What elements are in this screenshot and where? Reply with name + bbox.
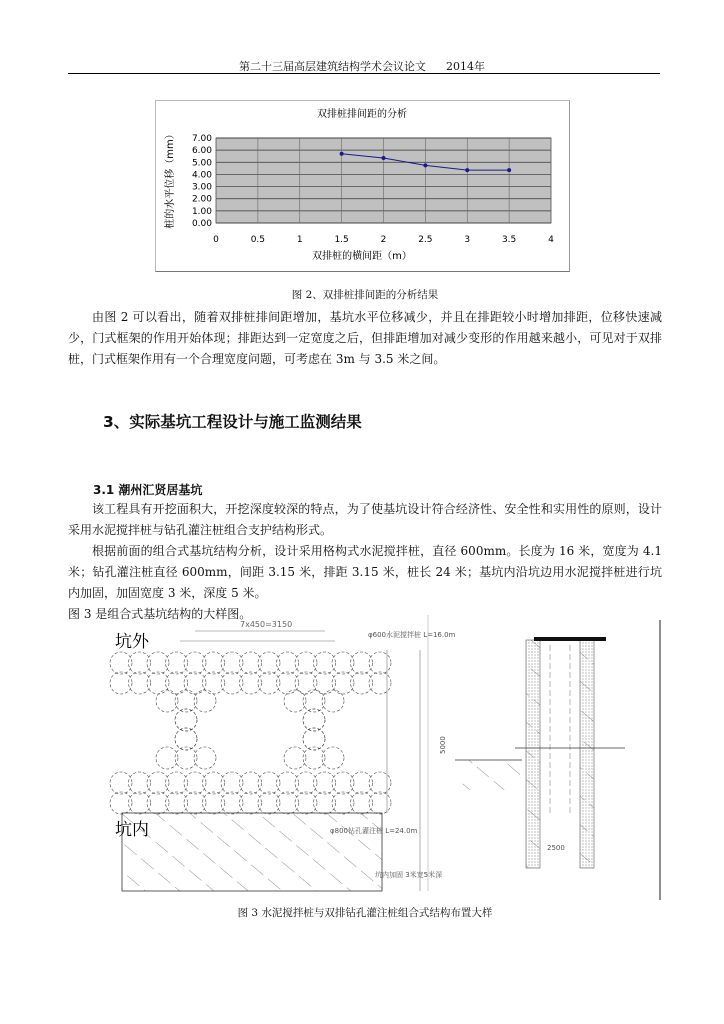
- x-tick-label: 2.5: [418, 235, 433, 245]
- data-point: [465, 168, 469, 172]
- chart-title: 双排桩排间距的分析: [317, 109, 407, 120]
- mixing-pile-circle: [156, 690, 178, 712]
- mixing-pile-circle: [110, 772, 132, 794]
- figure-3-caption: 图 3 水泥搅拌桩与双排钻孔灌注桩组合式结构布置大样: [237, 907, 493, 919]
- mixing-pile-circle: [284, 747, 306, 769]
- dim-side: 5000: [439, 736, 447, 754]
- y-tick-label: 6.00: [191, 146, 212, 157]
- mixing-pile-circle: [284, 690, 306, 712]
- x-tick-label: 3.5: [501, 235, 517, 245]
- chart-figure-2: [155, 100, 570, 272]
- mixing-pile-circle: [110, 652, 132, 674]
- outside-label: 坑外: [115, 632, 149, 652]
- inside-label: 坑内: [115, 820, 149, 840]
- y-tick-label: 7.00: [191, 134, 212, 144]
- subsection-heading-3-1: 3.1 潮州汇贤居基坑: [93, 483, 203, 497]
- mixing-pile-circle: [156, 747, 178, 769]
- note-mixing-pile: φ600水泥搅拌桩 L=16.0m: [368, 631, 456, 639]
- dim-width: 2500: [547, 844, 565, 852]
- data-point: [423, 163, 427, 167]
- header-year: 2014年: [446, 60, 485, 73]
- chart-ylabel: 桩的水平位移（mm）: [165, 129, 176, 229]
- data-point: [382, 156, 386, 160]
- paragraph-project: 该工程具有开挖面积大，开挖深度较深的特点，为了使基坑设计符合经济性、安全性和实用性的原则，设计采用水泥搅拌桩与钻孔灌注桩组合支护结构形式。: [68, 502, 662, 537]
- header-title: 第二十三届高层建筑结构学术会议论文: [239, 60, 426, 73]
- x-tick-label: 3: [464, 235, 471, 245]
- mixing-pile-circle: [295, 652, 317, 674]
- x-tick-label: 4: [548, 235, 554, 245]
- note-bored-pile: φ800钻孔灌注桩 L=24.0m: [330, 827, 418, 835]
- paragraph-figure-ref: 图 3 是组合式基坑结构的大样图。: [68, 607, 252, 621]
- dim-top: 7x450=3150: [240, 620, 293, 629]
- x-tick-label: 0: [213, 235, 219, 245]
- mixing-pile-circle: [110, 672, 132, 694]
- mixing-pile-circle: [332, 652, 354, 674]
- y-tick-label: 5.00: [191, 158, 212, 169]
- x-tick-label: 2: [380, 235, 387, 245]
- mixing-pile-grid: [110, 652, 391, 814]
- mixing-pile-circle: [194, 747, 216, 769]
- x-tick-label: 0.5: [250, 235, 266, 245]
- running-header: [0, 58, 724, 74]
- y-tick-label: 3.00: [191, 182, 212, 193]
- y-tick-label: 0.00: [191, 219, 212, 229]
- capping-beam: [534, 637, 606, 641]
- x-tick-label: 1: [296, 235, 303, 245]
- x-tick-label: 1.5: [334, 235, 349, 245]
- inner-reinforcement-zone: [122, 813, 382, 891]
- header-rule: [68, 73, 660, 74]
- chart-xlabel: 双排桩的横间距（m）: [312, 251, 412, 262]
- figure-2-caption: 图 2、双排桩排间距的分析结果: [291, 289, 439, 301]
- y-tick-label: 2.00: [191, 194, 212, 205]
- mixing-pile-circle: [110, 792, 132, 814]
- paragraph-analysis: 由图 2 可以看出，随着双排桩排间距增加，基坑水平位移减少，并且在排距较小时增加排距，位移快速减少，门式框架的作用开始体现；排距达到一定宽度之后，但排距增加对减少变形的作用越来越小，可见对于双排桩，门式框架作用有一个合理宽度问题，可考虑在 3m 与 3.5 米之间。: [68, 310, 662, 366]
- data-point: [340, 152, 344, 156]
- figure-3-drawing: [90, 615, 670, 900]
- paragraph-design: 根据前面的组合式基坑结构分析，设计采用格构式水泥搅拌桩，直径 600mm。长度为 16 米，宽度为 4.1 米；钻孔灌注桩直径 600mm，间距 3.15 米，排距 3.15 米，桩长 24 米；基坑内沿坑边用水泥搅拌桩进行坑内加固，加固宽度 3 米，深度 5 米。: [68, 544, 662, 600]
- mixing-pile-circle: [194, 690, 216, 712]
- note-reinforce: 坑内加固 3米宽5米深: [375, 871, 443, 879]
- chart-svg: [156, 101, 569, 271]
- y-tick-label: 1.00: [191, 206, 212, 217]
- data-point: [507, 168, 511, 172]
- y-tick-label: 4.00: [191, 170, 212, 181]
- section-heading-3: 3、实际基坑工程设计与施工监测结果: [103, 413, 362, 431]
